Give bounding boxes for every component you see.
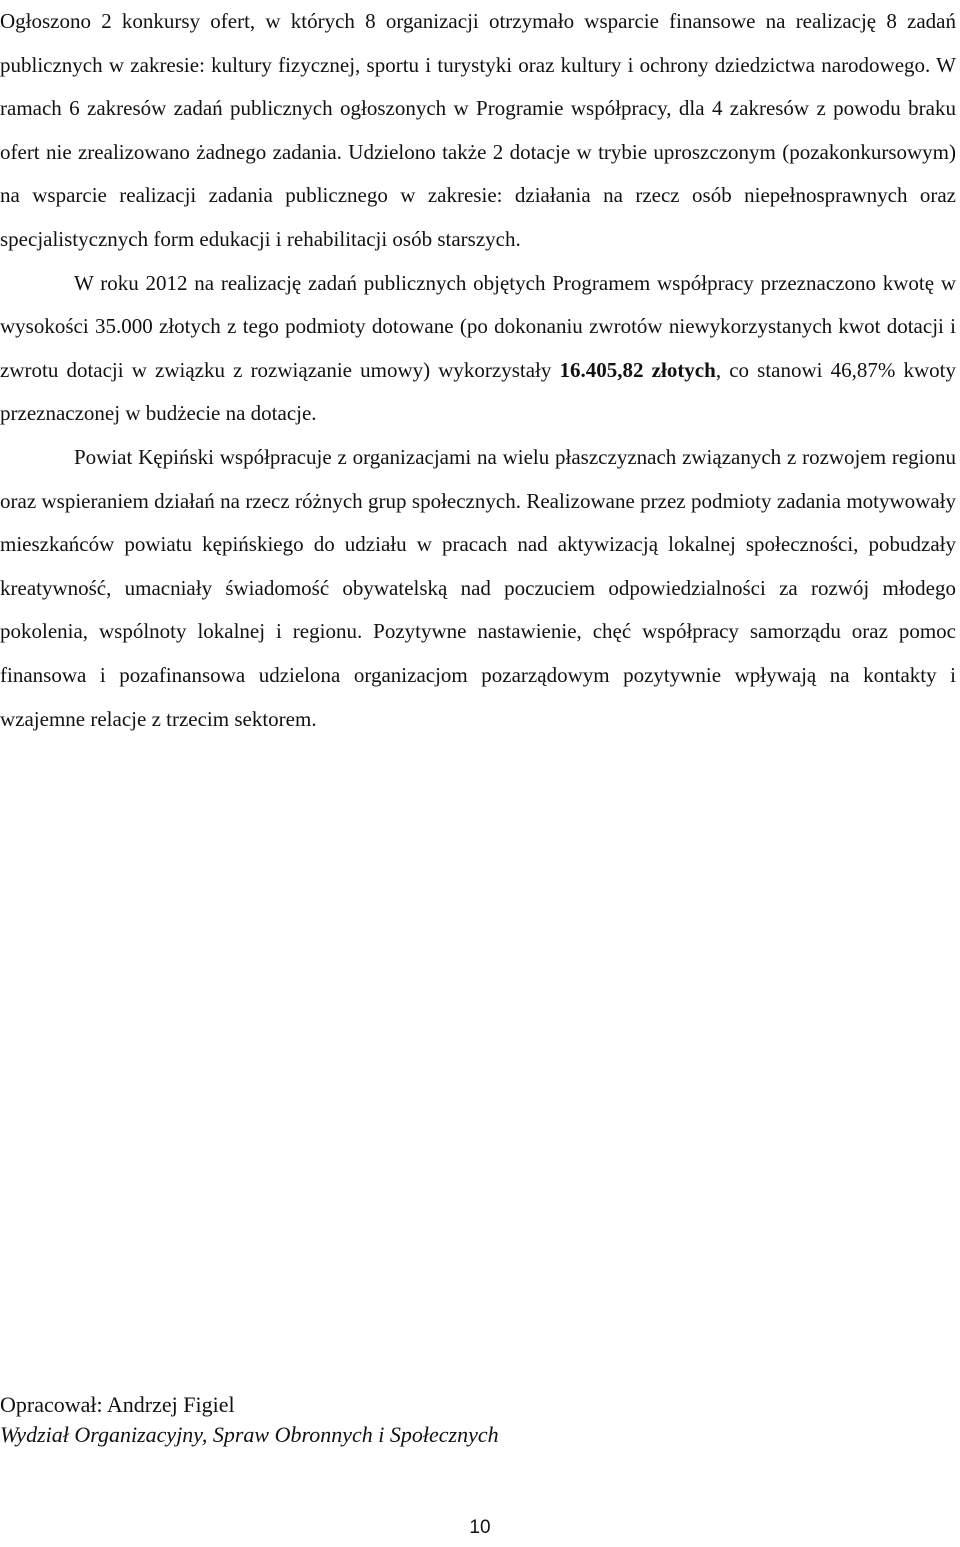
prepared-by: Opracował: Andrzej Figiel [0,1392,235,1417]
paragraph-budget [0,262,956,436]
department-name: Wydział Organizacyjny, Spraw Obronnych i Społecznych [0,1422,499,1447]
page-number: 10 [469,1517,491,1538]
author-block [0,1390,499,1450]
report-body [0,0,956,741]
paragraph-budget-text-start: W roku 2012 na realizację zadań publicznych objętych Programem współpracy przeznaczono kwotę w wysokości 35.000 złotych z tego podmioty dotowane (po dokonaniu zwrotów niewykorzystanych kwot dotacji i zwrotu dotacji w związku z rozwiązanie umowy) wykorzystały [0,270,956,382]
paragraph-competitions: Ogłoszono 2 konkursy ofert, w których 8 organizacji otrzymało wsparcie finansowe na realizację 8 zadań publicznych w zakresie: kultury fizycznej, sportu i turystyki oraz kultury i ochrony dziedzictwa narodowego. W ramach 6 zakresów zadań publicznych ogłoszonych w Programie współpracy, dla 4 zakresów z powodu braku ofert nie zrealizowano żadnego zadania. Udzielono także 2 dotacje w trybie uproszczonym (pozakonkursowym) na wsparcie realizacji zadania publicznego w zakresie: działania na rzecz osób niepełnosprawnych oraz specjalistycznych form edukacji i rehabilitacji osób starszych. [0,9,956,251]
paragraph-budget-text-end: , co stanowi 46,87% kwoty przeznaczonej w budżecie na dotacje. [0,357,956,426]
amount-used: 16.405,82 złotych [559,357,716,382]
paragraph-cooperation: Powiat Kępiński współpracuje z organizacjami na wielu płaszczyznach związanych z rozwojem regionu oraz wspieraniem działań na rzecz różnych grup społecznych. Realizowane przez podmioty zadania motywowały mieszkańców powiatu kępińskiego do udziału w pracach nad aktywizacją lokalnej społeczności, pobudzały kreatywność, umacniały świadomość obywatelską nad poczuciem odpowiedzialności za rozwój młodego pokolenia, wspólnoty lokalnej i regionu. Pozytywne nastawienie, chęć współpracy samorządu oraz pomoc finansowa i pozafinansowa udzielona organizacjom pozarządowym pozytywnie wpływają na kontakty i wzajemne relacje z trzecim sektorem. [0,444,956,731]
